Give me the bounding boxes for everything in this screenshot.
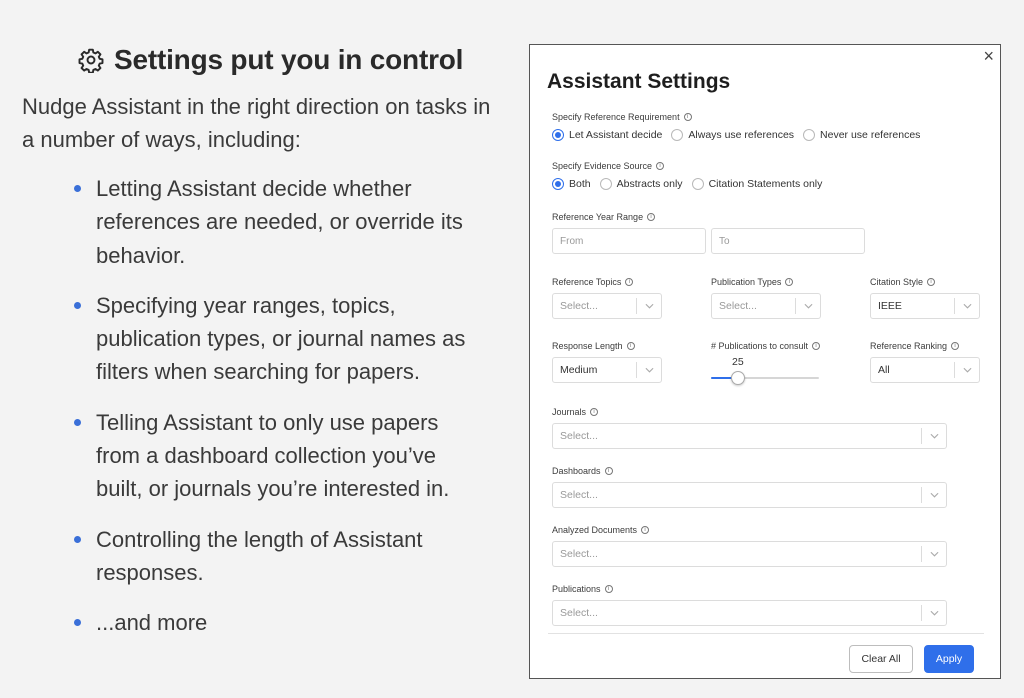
- label-text: Specify Reference Requirement: [552, 112, 680, 122]
- info-icon[interactable]: i: [627, 342, 635, 350]
- response-length-select[interactable]: [552, 357, 662, 383]
- chevron-down-icon[interactable]: [637, 367, 661, 373]
- feature-list: [72, 172, 472, 657]
- select-value: Select...: [560, 607, 598, 619]
- info-icon[interactable]: i: [684, 113, 692, 121]
- close-icon[interactable]: ×: [983, 46, 994, 66]
- info-icon[interactable]: i: [625, 278, 633, 286]
- journals-select[interactable]: [552, 423, 947, 449]
- citation-style-select[interactable]: [870, 293, 980, 319]
- info-icon[interactable]: i: [812, 342, 820, 350]
- analyzed-documents-label: [552, 525, 649, 535]
- select-value: Select...: [560, 489, 598, 501]
- reference-requirement-radio-group: [552, 129, 929, 141]
- year-to-input[interactable]: To: [711, 228, 865, 254]
- gear-icon: [78, 47, 104, 73]
- radio-both[interactable]: [552, 178, 591, 190]
- response-length-label: [552, 341, 635, 351]
- evidence-source-label: [552, 161, 664, 171]
- bullet-dot: [74, 185, 81, 192]
- list-item: [72, 406, 472, 506]
- select-value: IEEE: [878, 300, 902, 312]
- select-value: Select...: [719, 300, 757, 312]
- label-text: Journals: [552, 407, 587, 417]
- list-item-text: ...and more: [96, 610, 208, 636]
- reference-topics-select[interactable]: [552, 293, 662, 319]
- evidence-source-radio-group: [552, 178, 831, 190]
- radio-label: Both: [569, 178, 591, 190]
- info-icon[interactable]: i: [641, 526, 649, 534]
- radio-label: Always use references: [688, 129, 795, 141]
- assistant-settings-dialog: [529, 44, 1001, 679]
- dialog-title: Assistant Settings: [547, 70, 731, 93]
- chevron-down-icon[interactable]: [922, 433, 946, 439]
- info-icon[interactable]: i: [605, 467, 613, 475]
- chevron-down-icon[interactable]: [955, 367, 979, 373]
- radio-label: Never use references: [820, 129, 921, 141]
- journals-label: [552, 407, 598, 417]
- reference-requirement-label: [552, 112, 692, 122]
- label-text: Reference Ranking: [870, 341, 948, 351]
- select-value: Medium: [560, 364, 598, 376]
- list-item-text: Letting Assistant decide whether references are needed, or override its behavior.: [96, 176, 463, 268]
- chevron-down-icon[interactable]: [796, 303, 820, 309]
- select-value: Select...: [560, 430, 598, 442]
- year-from-input[interactable]: From: [552, 228, 706, 254]
- radio-label: Citation Statements only: [708, 178, 823, 190]
- citation-style-label: [870, 277, 935, 287]
- publications-slider-thumb[interactable]: [731, 371, 745, 385]
- label-text: Specify Evidence Source: [552, 161, 653, 171]
- list-item: [72, 289, 472, 389]
- clear-all-button[interactable]: Clear All: [849, 645, 913, 673]
- radio-always-use-references[interactable]: [671, 129, 794, 141]
- chevron-down-icon[interactable]: [922, 551, 946, 557]
- info-icon[interactable]: i: [647, 213, 655, 221]
- label-text: Analyzed Documents: [552, 525, 638, 535]
- select-value: Select...: [560, 548, 598, 560]
- label-text: Dashboards: [552, 466, 601, 476]
- analyzed-documents-select[interactable]: [552, 541, 947, 567]
- heading-text: Settings put you in control: [114, 44, 464, 75]
- label-text: Response Length: [552, 341, 623, 351]
- chevron-down-icon[interactable]: [955, 303, 979, 309]
- info-icon[interactable]: i: [656, 162, 664, 170]
- info-icon[interactable]: i: [590, 408, 598, 416]
- list-item: [72, 172, 472, 272]
- reference-ranking-select[interactable]: [870, 357, 980, 383]
- radio-abstracts-only[interactable]: [600, 178, 683, 190]
- publication-types-label: [711, 277, 793, 287]
- select-value: All: [878, 364, 890, 376]
- intro-text: Nudge Assistant in the right direction on tasks in a number of ways, including:: [22, 94, 491, 152]
- bullet-dot: [74, 536, 81, 543]
- radio-label: Let Assistant decide: [569, 129, 663, 141]
- radio-selected-icon[interactable]: [552, 178, 564, 190]
- info-icon[interactable]: i: [785, 278, 793, 286]
- apply-button[interactable]: Apply: [924, 645, 974, 673]
- radio-unselected-icon[interactable]: [803, 129, 815, 141]
- label-text: # Publications to consult: [711, 341, 809, 351]
- reference-ranking-label: [870, 341, 959, 351]
- chevron-down-icon[interactable]: [922, 492, 946, 498]
- section-heading: [78, 44, 463, 76]
- radio-citation-statements-only[interactable]: [692, 178, 823, 190]
- info-icon[interactable]: i: [605, 585, 613, 593]
- footer-divider: [548, 633, 984, 634]
- label-text: Publication Types: [711, 277, 782, 287]
- radio-label: Abstracts only: [616, 178, 683, 190]
- publications-label: [552, 584, 613, 594]
- chevron-down-icon[interactable]: [637, 303, 661, 309]
- dashboards-select[interactable]: [552, 482, 947, 508]
- radio-never-use-references[interactable]: [803, 129, 920, 141]
- list-item: [72, 523, 472, 590]
- publications-to-consult-label: [711, 341, 820, 351]
- publication-types-select[interactable]: [711, 293, 821, 319]
- radio-unselected-icon[interactable]: [600, 178, 612, 190]
- radio-let-assistant-decide[interactable]: [552, 129, 662, 141]
- dashboards-label: [552, 466, 613, 476]
- bullet-dot: [74, 419, 81, 426]
- info-icon[interactable]: i: [927, 278, 935, 286]
- bullet-dot: [74, 302, 81, 309]
- label-text: Reference Topics: [552, 277, 622, 287]
- year-range-label: [552, 212, 655, 222]
- chevron-down-icon[interactable]: [922, 610, 946, 616]
- label-text: Citation Style: [870, 277, 924, 287]
- list-item: [72, 606, 472, 639]
- bullet-dot: [74, 619, 81, 626]
- select-value: Select...: [560, 300, 598, 312]
- reference-topics-label: [552, 277, 633, 287]
- radio-unselected-icon[interactable]: [692, 178, 704, 190]
- list-item-text: Telling Assistant to only use papers from a dashboard collection you’ve built, or journals you’re interested in.: [96, 409, 450, 502]
- info-icon[interactable]: i: [951, 342, 959, 350]
- label-text: Publications: [552, 584, 601, 594]
- radio-unselected-icon[interactable]: [671, 129, 683, 141]
- label-text: Reference Year Range: [552, 212, 644, 222]
- list-item-text: Specifying year ranges, topics, publication types, or journal names as filters when searching for papers.: [96, 292, 466, 385]
- list-item-text: Controlling the length of Assistant responses.: [96, 526, 423, 585]
- radio-selected-icon[interactable]: [552, 129, 564, 141]
- slider-value: 25: [732, 356, 744, 368]
- publications-select[interactable]: [552, 600, 947, 626]
